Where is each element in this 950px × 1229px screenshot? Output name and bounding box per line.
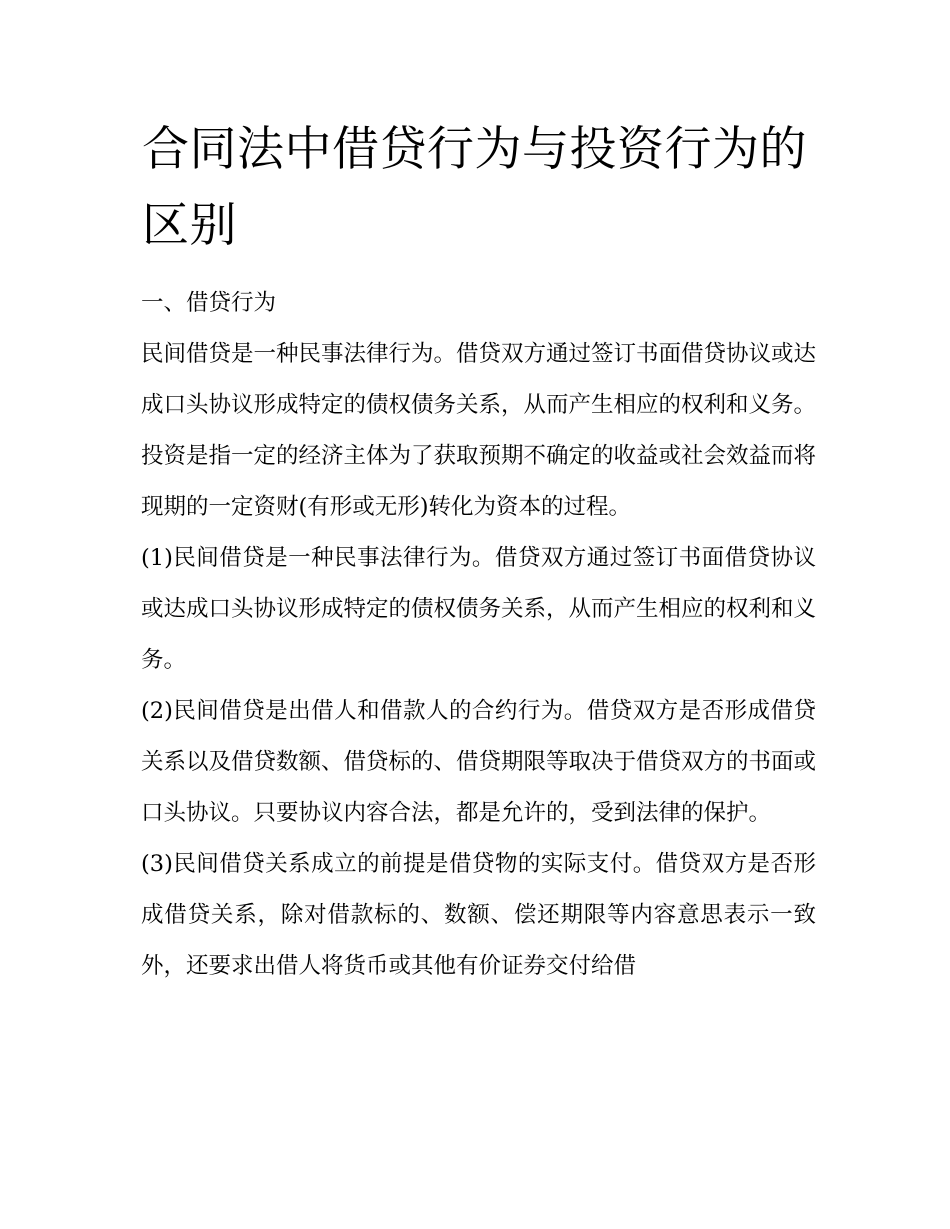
section-heading: 一、借贷行为 xyxy=(141,290,277,316)
paragraph-point-3: (3)民间借贷关系成立的前提是借贷物的实际支付。借贷双方是否形成借贷关系，除对借款标的、数额、偿还期限等内容意思表示一致外，还要求出借人将货币或其他有价证券交付给借 xyxy=(141,851,816,979)
paragraph-point-2: (2)民间借贷是出借人和借款人的合约行为。借贷双方是否形成借贷关系以及借贷数额、借贷标的、借贷期限等取决于借贷双方的书面或口头协议。只要协议内容合法，都是允许的，受到法律的保护。 xyxy=(141,698,817,826)
paragraph-intro: 民间借贷是一种民事法律行为。借贷双方通过签订书面借贷协议或达成口头协议形成特定的债权债务关系，从而产生相应的权利和义务。投资是指一定的经济主体为了获取预期不确定的收益或社会效益而将现期的一定资财(有形或无形)转化为资本的过程。 xyxy=(141,341,817,520)
paragraph-point-1: (1)民间借贷是一种民事法律行为。借贷双方通过签订书面借贷协议或达成口头协议形成特定的债权债务关系，从而产生相应的权利和义务。 xyxy=(141,545,817,673)
document-body xyxy=(141,278,816,992)
document-title: 合同法中借贷行为与投资行为的区别 xyxy=(142,122,807,253)
